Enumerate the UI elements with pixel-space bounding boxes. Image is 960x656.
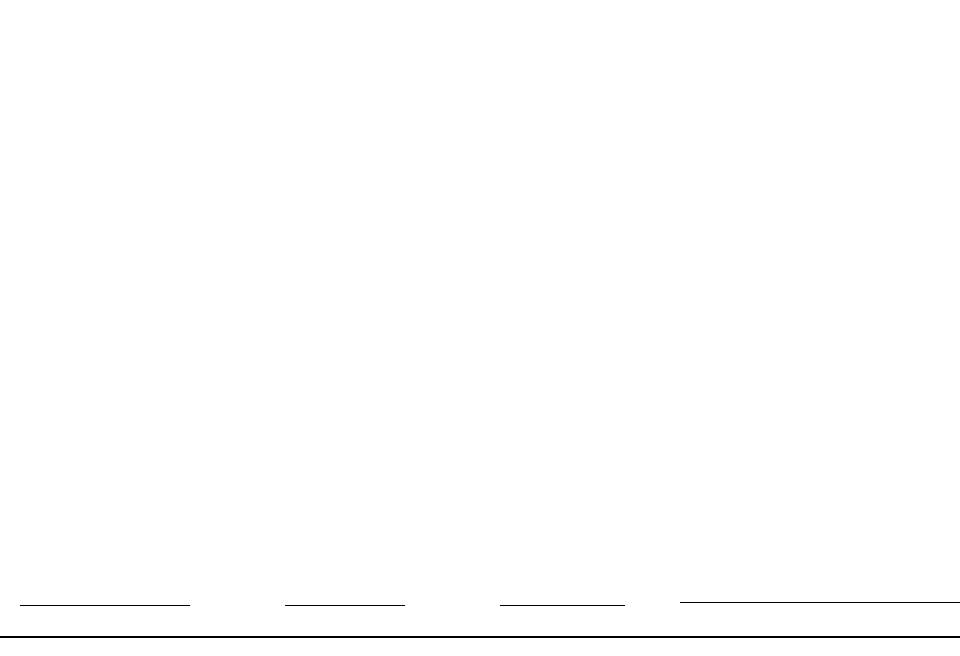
date-line [500, 605, 625, 606]
head-signature-line [680, 602, 960, 603]
accountant-signature-line [20, 605, 190, 606]
column-number-header [0, 0, 960, 10]
phone-line [285, 605, 405, 606]
footer-divider [0, 636, 960, 638]
page-footer [0, 639, 960, 656]
